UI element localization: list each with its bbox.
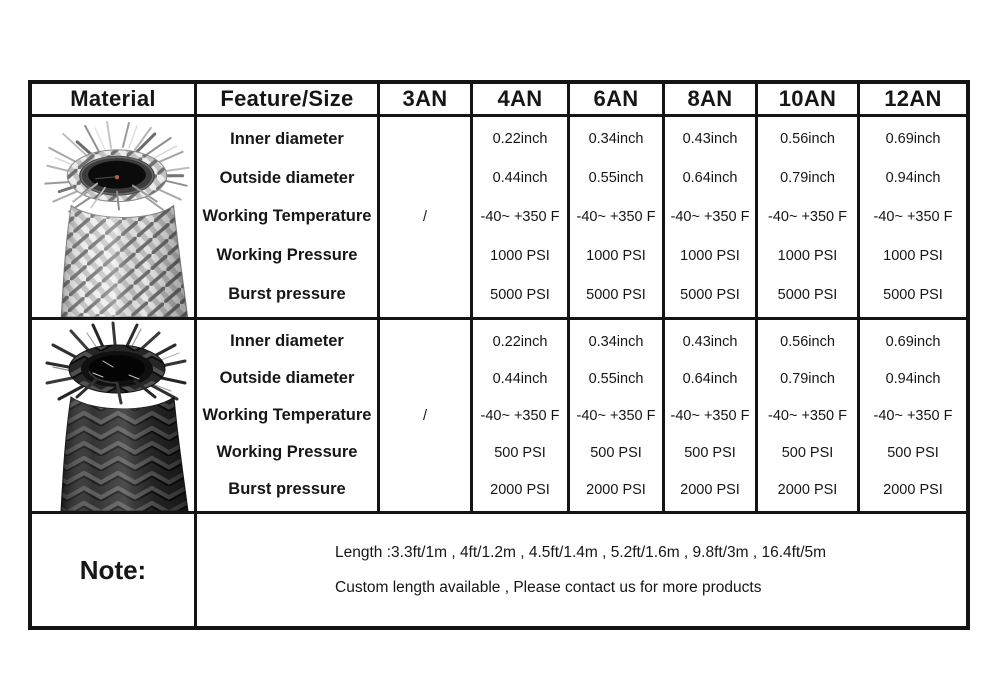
value-cell: -40~ +350 F xyxy=(480,208,560,225)
feature-label-outside-diameter: Outside diameter xyxy=(219,168,355,187)
header-size-4an: 4AN xyxy=(473,84,570,114)
value-cell: 0.79inch xyxy=(780,170,835,187)
value-cell: 500 PSI xyxy=(887,444,939,461)
feature-label-working-temperature: Working Temperature xyxy=(202,406,372,424)
feature-label-inner-diameter: Inner diameter xyxy=(230,332,344,350)
value-cell xyxy=(380,471,470,508)
header-size-10an: 10AN xyxy=(758,84,860,114)
note-line-custom: Custom length available , Please contact us for more products xyxy=(335,578,762,596)
size-column-6an xyxy=(570,117,665,317)
value-cell: 500 PSI xyxy=(781,444,834,461)
value-cell: 0.94inch xyxy=(885,370,941,387)
value-cell: 5000 PSI xyxy=(490,286,550,303)
size-column-10an xyxy=(758,320,860,511)
value-cell: 0.34inch xyxy=(588,131,644,148)
note-line-lengths: Length :3.3ft/1m , 4ft/1.2m , 4.5ft/1.4m , 5.2ft/1.6m , 9.8ft/3m , 16.4ft/5m xyxy=(335,543,827,561)
value-cell: 0.55inch xyxy=(588,370,644,387)
value-cell: / xyxy=(422,208,428,225)
value-cell: -40~ +350 F xyxy=(873,208,953,225)
value-cell: 0.64inch xyxy=(682,370,738,387)
size-column-6an xyxy=(570,320,665,511)
note-row xyxy=(32,514,966,626)
value-cell: 0.43inch xyxy=(682,333,738,350)
note-text xyxy=(197,514,966,626)
note-label: Note: xyxy=(32,514,197,626)
feature-label-burst-pressure: Burst pressure xyxy=(228,285,346,304)
feature-label-burst-pressure: Burst pressure xyxy=(228,480,346,498)
material-cell-nylon xyxy=(32,320,197,511)
value-cell xyxy=(380,120,470,159)
value-cell: 5000 PSI xyxy=(680,286,740,303)
header-row xyxy=(32,84,966,117)
value-cell: -40~ +350 F xyxy=(670,407,750,424)
value-cell: 1000 PSI xyxy=(883,247,943,264)
header-size-3an: 3AN xyxy=(380,84,473,114)
header-size-6an: 6AN xyxy=(570,84,665,114)
value-cell: -40~ +350 F xyxy=(670,208,750,225)
value-cell: 0.56inch xyxy=(780,333,835,350)
hose-spec-table xyxy=(28,80,970,630)
value-cell: 1000 PSI xyxy=(680,247,740,264)
feature-label-working-pressure: Working Pressure xyxy=(216,246,358,265)
feature-label-working-temperature: Working Temperature xyxy=(202,207,372,226)
value-cell: 1000 PSI xyxy=(490,247,550,264)
value-cell xyxy=(380,360,470,397)
value-cell: 1000 PSI xyxy=(586,247,646,264)
value-cell: 0.69inch xyxy=(885,333,941,350)
value-cell: 0.69inch xyxy=(885,131,941,148)
value-cell: 2000 PSI xyxy=(680,481,740,498)
value-cell: 0.44inch xyxy=(492,370,548,387)
feature-column xyxy=(197,320,380,511)
value-cell: 0.43inch xyxy=(682,131,738,148)
value-cell: 0.64inch xyxy=(682,170,738,187)
size-column-8an xyxy=(665,320,758,511)
value-cell: 5000 PSI xyxy=(586,286,646,303)
stainless-braided-hose-image xyxy=(33,118,193,317)
value-cell: -40~ +350 F xyxy=(873,407,953,424)
value-cell: 5000 PSI xyxy=(883,286,943,303)
feature-label-outside-diameter: Outside diameter xyxy=(219,369,355,387)
header-size-12an: 12AN xyxy=(884,86,942,111)
value-cell: 0.56inch xyxy=(780,131,835,148)
size-column-3an xyxy=(380,117,473,317)
size-column-10an xyxy=(758,117,860,317)
value-cell: -40~ +350 F xyxy=(768,208,847,225)
material-cell-steel xyxy=(32,117,197,317)
size-column-4an xyxy=(473,117,570,317)
value-cell xyxy=(380,236,470,275)
feature-label-inner-diameter: Inner diameter xyxy=(230,129,344,148)
value-cell: 2000 PSI xyxy=(586,481,646,498)
size-column-12an xyxy=(860,320,966,511)
value-cell: 0.55inch xyxy=(588,170,644,187)
header-feature-size: Feature/Size xyxy=(197,84,380,114)
size-column-4an xyxy=(473,320,570,511)
feature-column xyxy=(197,117,380,317)
value-cell xyxy=(380,275,470,314)
value-cell: 1000 PSI xyxy=(777,247,838,264)
value-cell: -40~ +350 F xyxy=(576,208,656,225)
section-nylon-hose xyxy=(32,320,966,514)
value-cell: 2000 PSI xyxy=(490,481,550,498)
header-size-8an: 8AN xyxy=(665,84,758,114)
value-cell: 0.22inch xyxy=(492,333,548,350)
value-cell: 0.94inch xyxy=(885,170,941,187)
value-cell: 0.44inch xyxy=(492,170,548,187)
value-cell: / xyxy=(422,407,428,424)
value-cell: 500 PSI xyxy=(494,444,546,461)
black-nylon-braided-hose-image xyxy=(33,321,193,511)
value-cell: 0.34inch xyxy=(588,333,644,350)
section-steel-hose xyxy=(32,117,966,320)
value-cell: 0.79inch xyxy=(780,370,835,387)
value-cell xyxy=(380,434,470,471)
value-cell: -40~ +350 F xyxy=(768,407,847,424)
size-column-3an xyxy=(380,320,473,511)
value-cell: -40~ +350 F xyxy=(576,407,656,424)
value-cell: -40~ +350 F xyxy=(480,407,560,424)
feature-label-working-pressure: Working Pressure xyxy=(216,443,358,461)
value-cell: 0.22inch xyxy=(492,131,548,148)
value-cell: 500 PSI xyxy=(590,444,642,461)
header-material: Material xyxy=(32,84,197,114)
value-cell xyxy=(380,159,470,198)
size-column-8an xyxy=(665,117,758,317)
size-column-12an xyxy=(860,117,966,317)
value-cell: 500 PSI xyxy=(684,444,736,461)
value-cell: 5000 PSI xyxy=(777,286,838,303)
value-cell xyxy=(380,323,470,360)
value-cell: 2000 PSI xyxy=(777,481,838,498)
value-cell: 2000 PSI xyxy=(883,481,943,498)
